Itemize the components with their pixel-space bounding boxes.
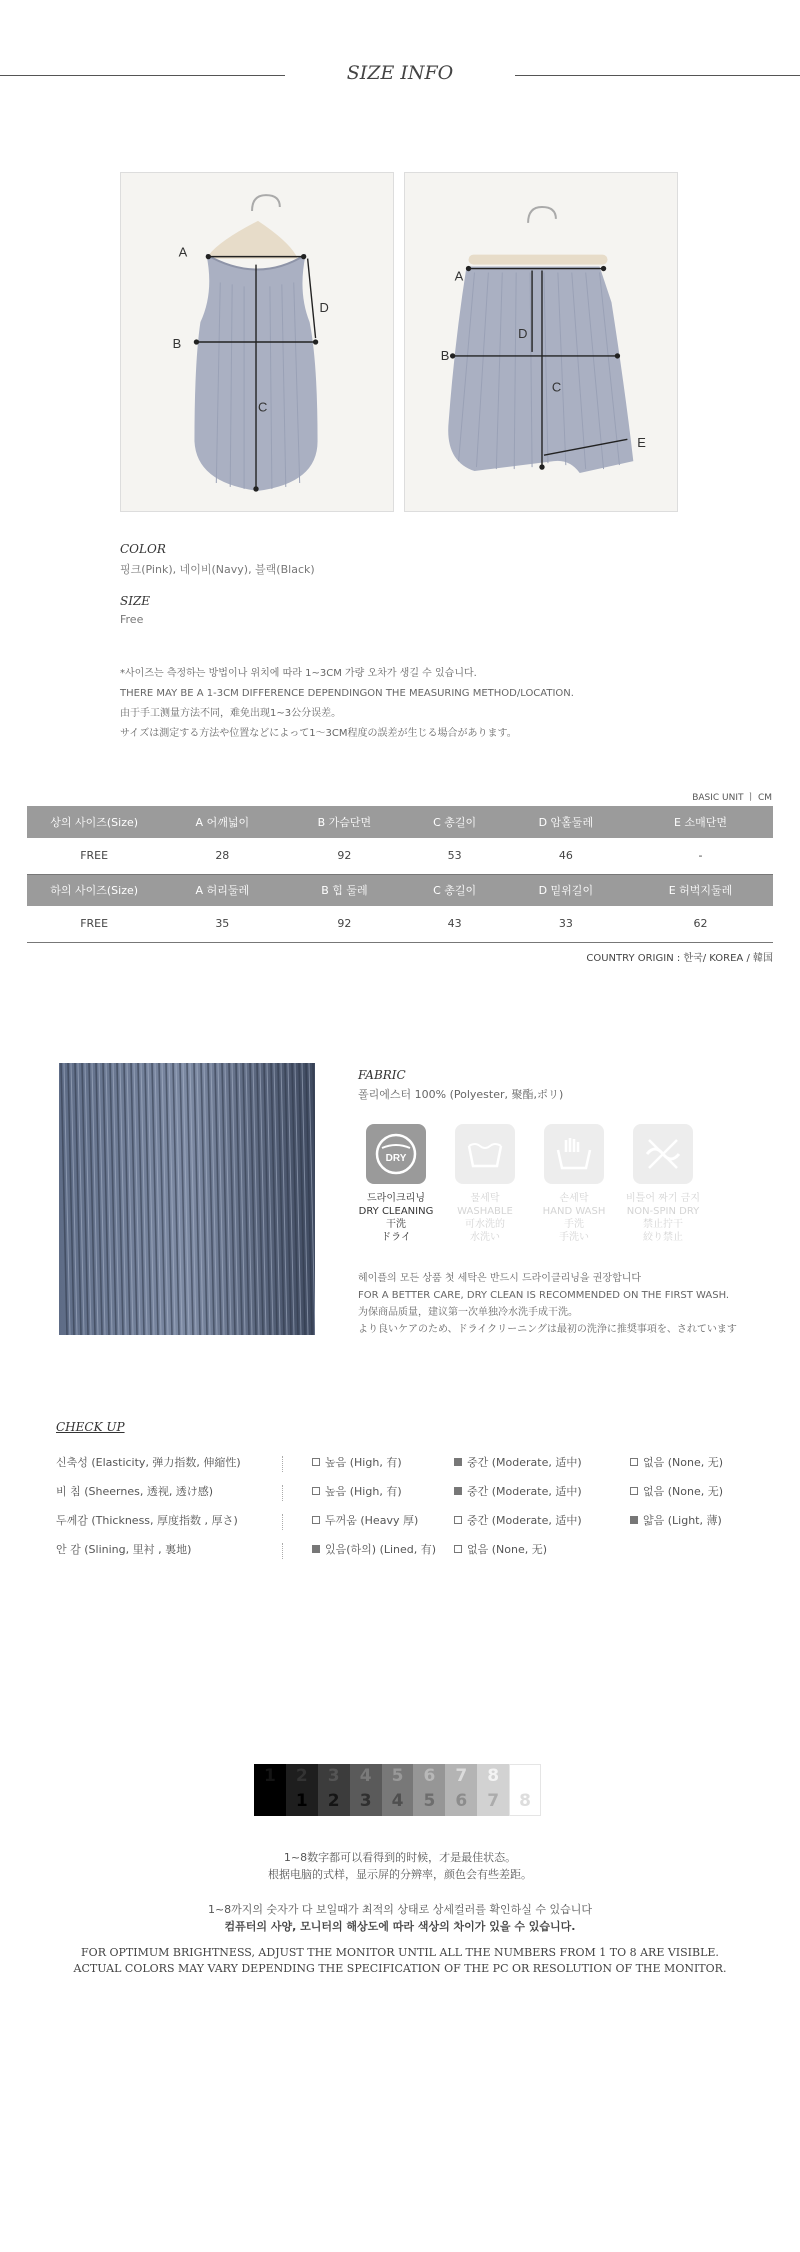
care-dry-cleaning: [355, 1124, 437, 1244]
checkbox: [630, 1487, 638, 1495]
bottom-measure-photo: [404, 172, 678, 512]
table-cell: FREE: [27, 838, 161, 874]
care-label: 비틀어 짜기 금지: [626, 1193, 700, 1204]
gray-number-top: 8: [487, 1766, 500, 1786]
table-header-cell: C 총길이: [405, 874, 503, 906]
care-label: 干洗: [386, 1219, 406, 1230]
label-b: B: [172, 335, 182, 351]
page-title: SIZE INFO: [346, 62, 454, 84]
gray-number-top: 1: [264, 1766, 276, 1786]
care-notes: [358, 1270, 737, 1338]
note-en: THERE MAY BE A 1-3CM DIFFERENCE DEPENDINGON THE MEASURING METHOD/LOCATION.: [120, 688, 574, 699]
fabric-label: FABRIC: [358, 1068, 406, 1082]
checkbox: [312, 1458, 320, 1466]
care-label: 물세탁: [470, 1193, 500, 1204]
gray-swatch: [382, 1764, 414, 1816]
table-header-cell: D 암홀둘레: [504, 806, 628, 838]
checkup-name: 비 침 (Sheernes, 透视, 透け感): [56, 1485, 214, 1498]
fabric-closeup-photo: [59, 1063, 315, 1335]
top-size-row: [27, 838, 773, 874]
gray-swatch: [286, 1764, 318, 1816]
checkbox-checked: [312, 1545, 320, 1553]
checkup-option: 없음 (None, 无): [630, 1483, 723, 1499]
checkup-option: 높음 (High, 有): [312, 1483, 402, 1499]
care-label: 可水洗的: [465, 1219, 505, 1230]
checkup-option: 중간 (Moderate, 适中): [454, 1454, 582, 1470]
care-washable: [444, 1124, 526, 1244]
fabric-value: 폴리에스터 100% (Polyester, 聚酯,ポリ): [358, 1088, 564, 1101]
care-label: 水洗い: [470, 1232, 500, 1243]
checkbox: [454, 1516, 462, 1524]
label-d: D: [518, 326, 528, 342]
checkup-lining: [56, 1541, 756, 1561]
size-value: Free: [120, 613, 144, 626]
table-header-cell: E 허벅지둘레: [628, 874, 773, 906]
checkbox-checked: [454, 1487, 462, 1495]
table-header-cell: C 총길이: [405, 806, 503, 838]
monitor-note-en-1: FOR OPTIMUM BRIGHTNESS, ADJUST THE MONITOR UNTIL ALL THE NUMBERS FROM 1 TO 8 ARE VISIBLE.: [81, 1946, 719, 1959]
gray-number-bottom: 4: [391, 1791, 404, 1811]
care-label: WASHABLE: [457, 1206, 513, 1217]
checkbox: [312, 1516, 320, 1524]
table-header-cell: D 밑위길이: [504, 874, 628, 906]
fabric-info: [358, 1068, 563, 1102]
checkbox: [630, 1458, 638, 1466]
checkup-option: 있음(하의) (Lined, 有): [312, 1541, 436, 1557]
table-cell: 46: [504, 838, 628, 874]
table-cell: 35: [161, 906, 283, 942]
checkup-option: 높음 (High, 有): [312, 1454, 402, 1470]
care-label: 禁止拧干: [643, 1219, 683, 1230]
care-non-spin: [622, 1124, 704, 1244]
gray-swatch: [509, 1764, 541, 1816]
table-cell: FREE: [27, 906, 161, 942]
checkup-option: 얇음 (Light, 薄): [630, 1512, 722, 1528]
gray-number-bottom: 6: [455, 1791, 468, 1811]
care-note-ko: 헤이플의 모든 상품 첫 세탁은 반드시 드라이클리닝을 권장합니다: [358, 1273, 642, 1284]
monitor-note-cn-2: 根据电脑的式样，显示屏的分辨率，颜色会有些差距。: [268, 1868, 532, 1881]
table-cell: 92: [283, 838, 405, 874]
table-header-cell: B 힙 둘레: [283, 874, 405, 906]
size-label: SIZE: [120, 594, 151, 608]
checkbox: [312, 1487, 320, 1495]
care-note-jp: より良いケアのため、ドライクリーニングは最初の洗浄に推奨事項を、されています: [358, 1324, 737, 1335]
water-wash-icon: [455, 1124, 515, 1184]
table-header-cell: A 어깨넓이: [161, 806, 283, 838]
care-hand-wash: [533, 1124, 615, 1244]
care-label: ドライ: [381, 1232, 411, 1243]
size-table: [27, 806, 773, 943]
label-b: B: [440, 347, 450, 363]
checkup-elasticity: [56, 1454, 756, 1474]
table-cell: 62: [628, 906, 773, 942]
monitor-note-ko-2: 컴퓨터의 사양, 모니터의 해상도에 따라 색상의 차이가 있을 수 있습니다.: [224, 1920, 576, 1933]
gray-number-bottom: 8: [519, 1791, 531, 1811]
gray-number-bottom: 7: [487, 1791, 500, 1811]
bottom-size-row: [27, 906, 773, 942]
care-label: NON-SPIN DRY: [626, 1206, 700, 1217]
country-origin: COUNTRY ORIGIN : 한국/ KOREA / 韓国: [586, 953, 773, 964]
monitor-note-ko-1: 1~8까지의 숫자가 다 보일때가 최적의 상태로 상세컬러를 확인하실 수 있습니다: [207, 1903, 593, 1916]
gray-number-bottom: 2: [327, 1791, 340, 1811]
gray-swatch: [350, 1764, 382, 1816]
table-cell: 28: [161, 838, 283, 874]
top-measure-photo: [120, 172, 394, 512]
gray-number-bottom: 5: [423, 1791, 436, 1811]
care-label: HAND WASH: [542, 1206, 606, 1217]
label-d: D: [319, 300, 329, 316]
checkup-sheerness: [56, 1483, 756, 1503]
label-c: C: [257, 399, 268, 415]
table-header-cell: 하의 사이즈(Size): [27, 874, 161, 906]
care-label: 絞り禁止: [643, 1232, 683, 1243]
checkup-option: 중간 (Moderate, 适中): [454, 1512, 582, 1528]
monitor-gray-scale: [254, 1764, 541, 1816]
note-jp: サイズは測定する方法や位置などによって1～3CM程度の誤差が生じる場合があります。: [120, 728, 517, 739]
checkup-option: 없음 (None, 无): [454, 1541, 547, 1557]
checkbox: [454, 1545, 462, 1553]
label-a: A: [178, 244, 188, 260]
table-cell: -: [628, 838, 773, 874]
care-label: 손세탁: [559, 1193, 589, 1204]
checkup-name: 두께감 (Thickness, 厚度指数 , 厚さ): [56, 1514, 238, 1527]
table-cell: 53: [405, 838, 503, 874]
size-spec: [120, 594, 150, 626]
gray-swatch: [413, 1764, 445, 1816]
color-value: 핑크(Pink), 네이비(Navy), 블랙(Black): [120, 563, 315, 576]
label-e: E: [637, 435, 646, 451]
color-label: COLOR: [120, 542, 166, 556]
gray-number-top: 3: [327, 1766, 340, 1786]
gray-swatch: [477, 1764, 509, 1816]
checkup-option: 중간 (Moderate, 适中): [454, 1483, 582, 1499]
svg-text:DRY: DRY: [385, 1153, 407, 1164]
label-a: A: [454, 268, 464, 284]
basic-unit: BASIC UNIT ㅣ CM: [692, 793, 772, 803]
divider-right: [515, 75, 800, 76]
table-cell: 33: [504, 906, 628, 942]
checkup-name: 안 감 (Slining, 里衬 , 裏地): [56, 1543, 192, 1556]
checkup-option: 두꺼움 (Heavy 厚): [312, 1512, 418, 1528]
gray-swatch: [254, 1764, 286, 1816]
care-note-cn: 为保商品质量，建议第一次单独冷水洗手成干洗。: [358, 1307, 578, 1318]
checkup-option: 없음 (None, 无): [630, 1454, 723, 1470]
gray-swatch: [445, 1764, 477, 1816]
checkup-name: 신축성 (Elasticity, 弹力指数, 伸縮性): [56, 1456, 241, 1469]
care-note-en: FOR A BETTER CARE, DRY CLEAN IS RECOMMENDED ON THE FIRST WASH.: [358, 1290, 730, 1301]
table-cell: 43: [405, 906, 503, 942]
size-info-header: [0, 62, 800, 92]
note-cn: 由于手工测量方法不同，难免出现1~3公分误差。: [120, 708, 342, 719]
gray-number-top: 5: [391, 1766, 404, 1786]
bottom-size-header: [27, 874, 773, 906]
checkup-thickness: [56, 1512, 756, 1532]
gray-number-top: 7: [455, 1766, 468, 1786]
table-header-cell: 상의 사이즈(Size): [27, 806, 161, 838]
label-c: C: [551, 379, 562, 395]
gray-number-top: 6: [423, 1766, 436, 1786]
no-spin-dry-icon: [633, 1124, 693, 1184]
monitor-note-cn-1: 1~8数字都可以看得到的时候，才是最佳状态。: [283, 1851, 517, 1864]
table-header-cell: E 소매단면: [628, 806, 773, 838]
care-label: 手洗い: [559, 1232, 589, 1243]
dry-clean-icon: [366, 1124, 426, 1184]
gray-number-top: 2: [295, 1766, 308, 1786]
hand-wash-icon: [544, 1124, 604, 1184]
care-label: DRY CLEANING: [358, 1206, 434, 1217]
gray-number-bottom: 1: [295, 1791, 308, 1811]
color-spec: [120, 542, 315, 577]
checkbox-checked: [454, 1458, 462, 1466]
table-header-cell: A 허리둘레: [161, 874, 283, 906]
care-label: 手洗: [564, 1219, 584, 1230]
monitor-note-en-2: ACTUAL COLORS MAY VARY DEPENDING THE SPECIFICATION OF THE PC OR RESOLUTION OF THE MONITOR.: [73, 1962, 727, 1975]
note-ko: *사이즈는 측정하는 방법이나 위치에 따라 1~3CM 가량 오차가 생길 수 있습니다.: [120, 668, 477, 679]
top-size-header: [27, 806, 773, 838]
table-cell: 92: [283, 906, 405, 942]
table-header-cell: B 가슴단면: [283, 806, 405, 838]
measurement-notes: [120, 664, 574, 744]
checkup-title: CHECK UP: [56, 1420, 125, 1434]
checkbox-checked: [630, 1516, 638, 1524]
gray-swatch: [318, 1764, 350, 1816]
gray-number-bottom: 3: [359, 1791, 372, 1811]
gray-number-top: 4: [359, 1766, 372, 1786]
care-label: 드라이크리닝: [367, 1193, 425, 1204]
